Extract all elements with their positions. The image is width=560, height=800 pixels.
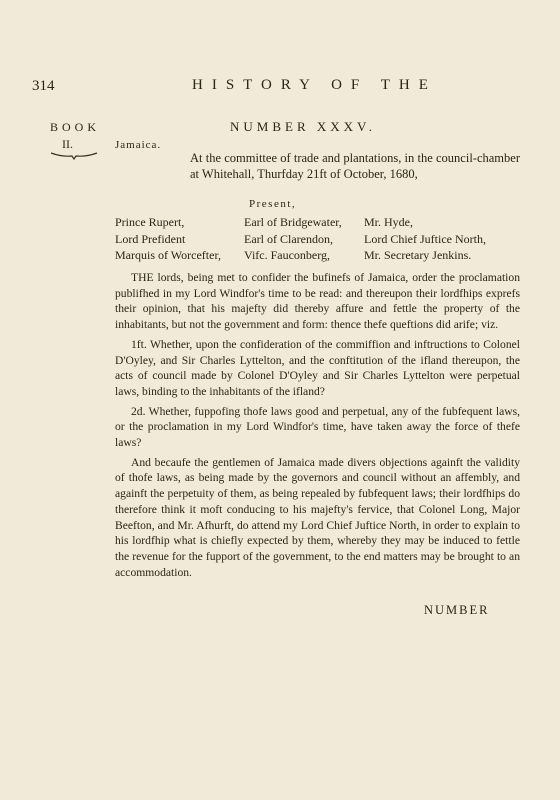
paragraph: 1ft. Whether, upon the confideration of the commiffion and inftructions to Colonel D'Oyley, and Sir Charles Lyttelton, and the conftitution of the ifland thereupon, the acts of council made by Colonel D'Oyley and Sir Charles Lyttelton were perpetual laws, binding to the inhabitants of the ifland?: [115, 337, 520, 398]
attendee-name: Mr. Hyde,: [364, 215, 413, 229]
running-title: HISTORY OF THE: [192, 77, 437, 93]
paragraph: And becaufe the gentlemen of Jamaica made divers objections againft the validity of thofe laws, as being made by the governors and council without an affembly, and againft the perpetuity of them, as being repealed by fubfequent laws; their lordfhips do therefore think it moft conducing to his majefty's fervice, that Colonel Long, Major Beefton, and Mr. Afhurft, do attend my Lord Chief Juftice North, in order to explain to his lordfhip what is chiefly expected by them, whereby they may be induced to fettle the revenue for the fupport of the government, to the end matters may be brought to an accommodation.: [115, 455, 520, 579]
running-head: [32, 78, 530, 98]
attendee-name: Earl of Bridgewater,: [244, 215, 342, 229]
attendee-name: Mr. Secretary Jenkins.: [364, 248, 472, 262]
book-label: BOOK: [50, 120, 101, 134]
present-row: [115, 231, 486, 248]
attendee-name: Marquis of Worcefter,: [115, 248, 221, 262]
paragraph: THE lords, being met to confider the bufinefs of Jamaica, order the proclamation publifhed in my Lord Windfor's time to be read: and thereupon their lordfhips exprefs their opinion, that his majefty did thereby affure and fettle the property of the inhabitants, but not the government and form: thence thefe queftions did arife; viz.: [115, 271, 520, 332]
attendee-name: Earl of Clarendon,: [244, 231, 333, 246]
attendee-name: Lord Prefident: [115, 231, 186, 246]
section-heading: NUMBER XXXV.: [230, 119, 376, 134]
book-number: II.: [62, 137, 73, 151]
side-label: Jamaica.: [115, 139, 162, 151]
catchword: NUMBER: [424, 603, 490, 617]
intro-text: At the committee of trade and plantations, in the council-chamber at Whitehall, Thurfday 21ft of October, 1680,: [190, 151, 520, 181]
paragraph: 2d. Whether, fuppofing thofe laws good and perpetual, any of the fubfequent laws, or the proclamation in my Lord Windfor's time, have taken away the force of thefe laws?: [115, 404, 520, 450]
present-label: Present,: [249, 198, 297, 210]
bracket-ornament-icon: [50, 150, 98, 160]
body-text: [115, 270, 520, 580]
attendee-name: Lord Chief Juftice North,: [364, 231, 486, 246]
present-row: [115, 214, 486, 231]
present-row: [115, 247, 486, 264]
attendee-name: Vifc. Fauconberg,: [244, 248, 331, 262]
page-number: 314: [32, 78, 55, 94]
attendee-name: Prince Rupert,: [115, 215, 185, 229]
present-list: [115, 214, 486, 264]
